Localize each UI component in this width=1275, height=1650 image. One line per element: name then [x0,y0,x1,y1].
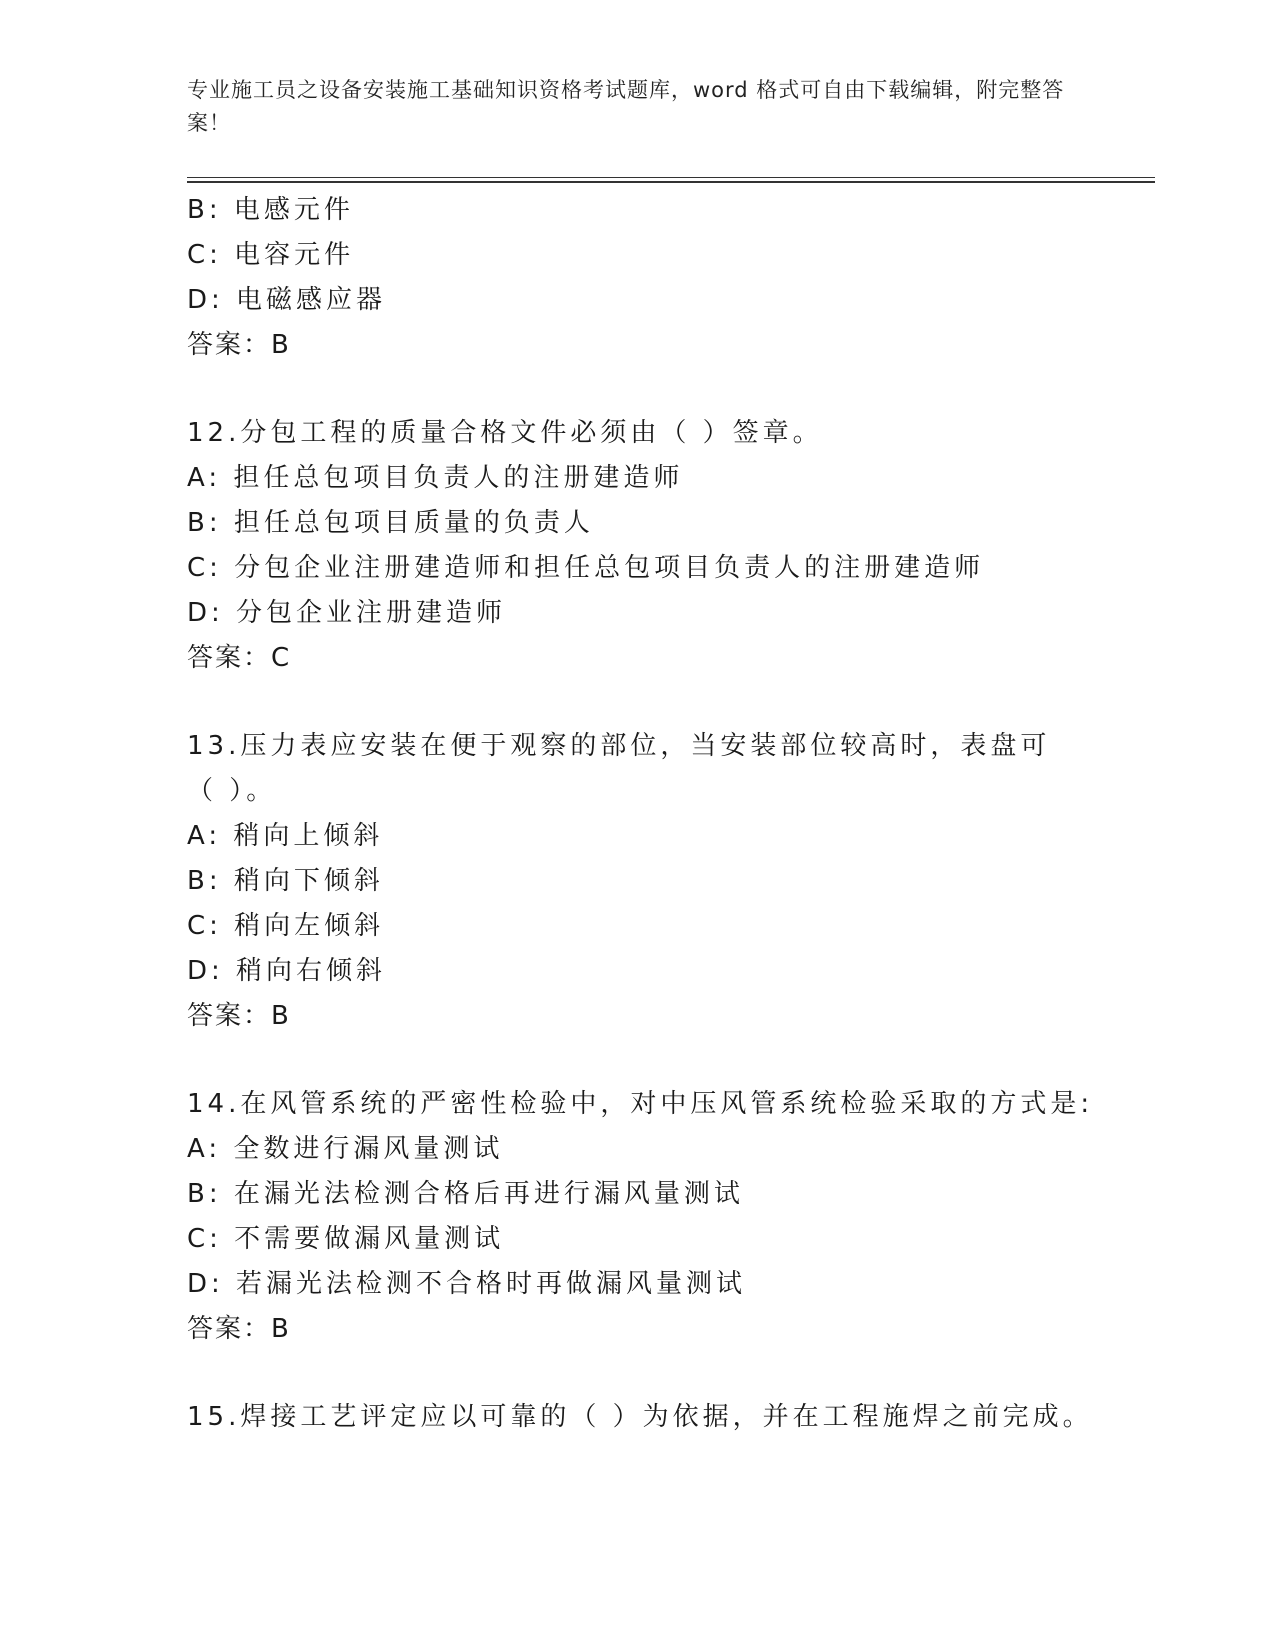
answer-line: 答案：C [187,643,292,673]
spacer [187,681,1067,724]
option-a: A: 全数进行漏风量测试 [187,1134,504,1164]
answer-line: 答案：B [187,1314,291,1344]
question-stem: 13.压力表应安装在便于观察的部位，当安装部位较高时，表盘可（ ）。 [187,731,1051,806]
option-d: D: 若漏光法检测不合格时再做漏风量测试 [187,1269,747,1299]
option-b: B: 在漏光法检测合格后再进行漏风量测试 [187,1179,744,1209]
question-15 [187,1395,1093,1440]
option-c: C: 不需要做漏风量测试 [187,1224,505,1254]
question-stem: 15.焊接工艺评定应以可靠的（ ）为依据，并在工程施焊之前完成。 [187,1402,1093,1432]
spacer [187,368,1067,411]
option-b: B: 担任总包项目质量的负责人 [187,508,594,538]
option-b: B: 电感元件 [187,195,354,225]
question-11-tail [187,188,1067,368]
spacer [187,1352,1067,1395]
option-c: C: 分包企业注册建造师和担任总包项目负责人的注册建造师 [187,553,985,583]
question-13 [187,724,1067,1039]
option-c: C: 稍向左倾斜 [187,911,385,941]
option-a: A: 稍向上倾斜 [187,821,384,851]
option-d: D: 电磁感应器 [187,285,387,315]
document-header: 专业施工员之设备安装施工基础知识资格考试题库，word 格式可自由下载编辑，附完整答案！ [187,78,1065,135]
question-list [187,188,1094,1440]
question-14 [187,1082,1094,1352]
option-b: B: 稍向下倾斜 [187,866,384,896]
option-d: D: 分包企业注册建造师 [187,598,507,628]
option-c: C: 电容元件 [187,240,355,270]
answer-line: 答案：B [187,1001,291,1031]
answer-line: 答案：B [187,330,291,360]
spacer [187,1039,1067,1082]
question-stem: 12.分包工程的质量合格文件必须由（ ）签章。 [187,418,823,448]
option-a: A: 担任总包项目负责人的注册建造师 [187,463,684,493]
header-divider-thin [187,177,1155,178]
question-12 [187,411,1067,681]
question-stem: 14.在风管系统的严密性检验中，对中压风管系统检验采取的方式是: [187,1089,1094,1119]
option-d: D: 稍向右倾斜 [187,956,387,986]
header-divider-thick [187,181,1155,183]
